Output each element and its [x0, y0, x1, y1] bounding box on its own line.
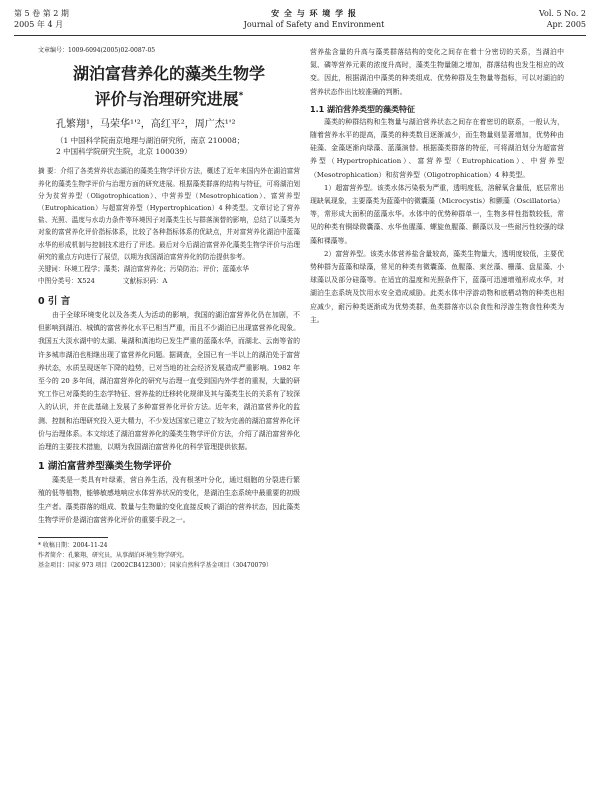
- section-1-continued-paragraph: 营养盐含量的升高与藻类群落结构的变化之间存在着十分密切的关系，当湖泊中氮、磷等营养元素的浓度升高时，藻类生物量随之增加，群落结构也发生相应的改变。因此，根据湖泊中藻类的种类组成、优势种群及生物量等指标，可以对湖泊的营养状态作出比较准确的判断。: [310, 48, 564, 96]
- footnote-funding: 基金项目：国家 973 项目（2002CB412300）；国家自然科学基金项目（30470079）: [38, 562, 272, 569]
- author-list: 孔繁翔¹，马荣华¹'²，高红平²，周广杰¹'²: [56, 119, 236, 131]
- title-line-2: 评价与治理研究进展: [94, 89, 239, 109]
- keywords: 关键词：环境工程学；藻类；湖泊富营养化；污染防治；评价；蓝藻水华: [38, 264, 249, 273]
- journal-title-en: Journal of Safety and Environment: [243, 20, 385, 29]
- header-right: [539, 8, 586, 30]
- footnote-received: * 收稿日期：2004-11-24: [38, 542, 108, 549]
- header-center: [194, 8, 434, 30]
- intro-paragraph: 由于全球环境变化以及各类人为活动的影响，我国的湖泊富营养化仍在加剧，不但影响到湖泊、城镇的富营养化水平已相当严重，而且不少湖泊已出现富营养化现象。我国五大淡水湖中的太湖、巢湖和滇池均已发生严重的蓝藻水华，而湖北、云南等省的许多城市湖泊也相继出现了富营养化问题。据调查，全国已有一半以上的湖泊处于富营养状态，水质呈现逐年下降的趋势，已对当地的社会经济发展造成严重影响。1982 年至今的 20 多年间，湖泊富营养化的研究与治理一直受到国内外学者的重视，大量的研究工作已对藻类的生态学特征、营养盐的迁移转化规律及其与藻类生长的关系有了较深入的认识，并在此基础上发展了多种富营养化评价方法。近年来，湖泊富营养化的监测、控制和治理研究投入更大精力，不少发达国家已建立了较为完善的湖泊富营养化评价与治理体系。本文综述了湖泊富营养化的藻类生物学评价方法，介绍了湖泊富营养化治理的主要技术措施，以期为我国湖泊富营养化的科学管理提供依据。: [38, 310, 300, 451]
- journal-title-cn: 安 全 与 环 境 学 报: [271, 8, 357, 18]
- section-1-1-heading: 1.1 湖泊营养类型的藻类特征: [310, 104, 415, 114]
- footnote-rule: [38, 537, 108, 538]
- section-1-heading: 1 湖泊富营养型藻类生物学评价: [38, 461, 172, 473]
- affiliation-1: （1 中国科学院南京地理与湖泊研究所，南京 210008；: [56, 136, 245, 146]
- paper-title: [38, 63, 300, 110]
- running-header: [14, 4, 586, 40]
- volume-issue: 第 5 卷 第 2 期: [14, 9, 69, 18]
- date-en: Apr. 2005: [546, 20, 586, 29]
- article-number: 文章编号：1009-6094(2005)02-0087-05: [38, 47, 156, 54]
- section-1-1-paragraph-2: 1）超富营养型。该类水体污染极为严重，透明度低，溶解氧含量低，底层常出现缺氧现象，主要藻类为蓝藻中的微囊藻（Microcystis）和颤藻（Oscillatoria）等，常形成大面积的蓝藻水华。水体中的优势种群单一，生物多样性指数较低，常见的种类有铜绿微囊藻、水华鱼腥藻、螺旋鱼腥藻、颤藻以及一些耐污性较强的绿藻和裸藻等。: [310, 183, 564, 245]
- date-cn: 2005 年 4 月: [14, 20, 64, 29]
- document-code: 文献标识码：A: [122, 276, 168, 285]
- section-1-1-paragraph-1: 藻类的种群结构和生物量与湖泊营养状态之间存在着密切的联系，一般认为，随着营养水平的提高，藻类的种类数目逐渐减少，而生物量则显著增加，优势种由硅藻、金藻逐渐向绿藻、蓝藻演替。根据藻类群落的特征，可将湖泊划分为超富营养型（Hypertrophication）、富营养型（Eutrophication）、中营养型（Mesotrophication）和贫营养型（Oligotrophication）4 种类型。: [310, 117, 564, 179]
- classification-line: [38, 275, 300, 287]
- footnote-author-bio: 作者简介：孔繁翔，研究员，从事湖泊环境生物学研究。: [38, 552, 189, 559]
- header-left: [14, 8, 69, 30]
- section-1-1-paragraph-3: 2）富营养型。该类水体营养盐含量较高，藻类生物量大，透明度较低，主要优势种群为蓝藻和绿藻，常见的种类有微囊藻、鱼腥藻、束丝藻、栅藻、盘星藻、小球藻以及部分硅藻等。在适宜的温度和光照条件下，蓝藻可迅速增殖形成水华，对湖泊生态系统及饮用水安全造成威胁。此类水体中浮游动物和底栖动物的种类也相应减少，耐污种类逐渐成为优势类群，鱼类群落亦以杂食性和浮游生物食性种类为主。: [310, 249, 564, 324]
- volume-en: Vol. 5 No. 2: [539, 9, 586, 18]
- title-line-1: 湖泊富营养化的藻类生物学: [72, 64, 265, 83]
- clc-number: 中图分类号：X524: [38, 276, 95, 285]
- left-column: [38, 46, 300, 571]
- intro-heading: 0 引 言: [38, 295, 71, 307]
- title-footnote-mark: *: [238, 91, 244, 101]
- abstract: 摘 要：介绍了各类营养状态湖泊的藻类生物学评价方法，概述了近年来国内外在湖泊富营养化的藻类生物学评价与治理方面的研究进展。根据藻类群落的结构与特征，可将湖泊划分为贫营养型（Oligotrophication）、中营养型（Mesotrophication）、富营养型（Eutrophication）与超富营养型（Hypertrophication）4 种类型。文章讨论了营养盐、光照、温度与水动力条件等环境因子对藻类生长与群落演替的影响，总结了以藻类为对象的富营养化评价指标体系，比较了各种指标体系的优缺点，并对富营养化湖泊中蓝藻水华的形成机制与控制技术进行了评述。最后对今后湖泊富营养化藻类生物学评价与治理研究的重点方向进行了展望，以期为我国湖泊富营养化的防治提供参考。: [38, 167, 300, 261]
- header-rule: [14, 35, 586, 36]
- section-1-paragraph: 藻类是一类具有叶绿素，营自养生活，没有根茎叶分化，通过细胞的分裂进行繁殖的低等植物，能够敏感地响应水体营养状况的变化，是湖泊生态系统中最重要的初级生产者。藻类群落的组成、数量与生物量的变化直接反映了湖泊的营养状态，因此藻类生物学评价是湖泊富营养化评价的重要手段之一。: [38, 476, 300, 524]
- affiliation-2: 2 中国科学院研究生院，北京 100039）: [56, 147, 192, 157]
- right-column: [310, 46, 564, 327]
